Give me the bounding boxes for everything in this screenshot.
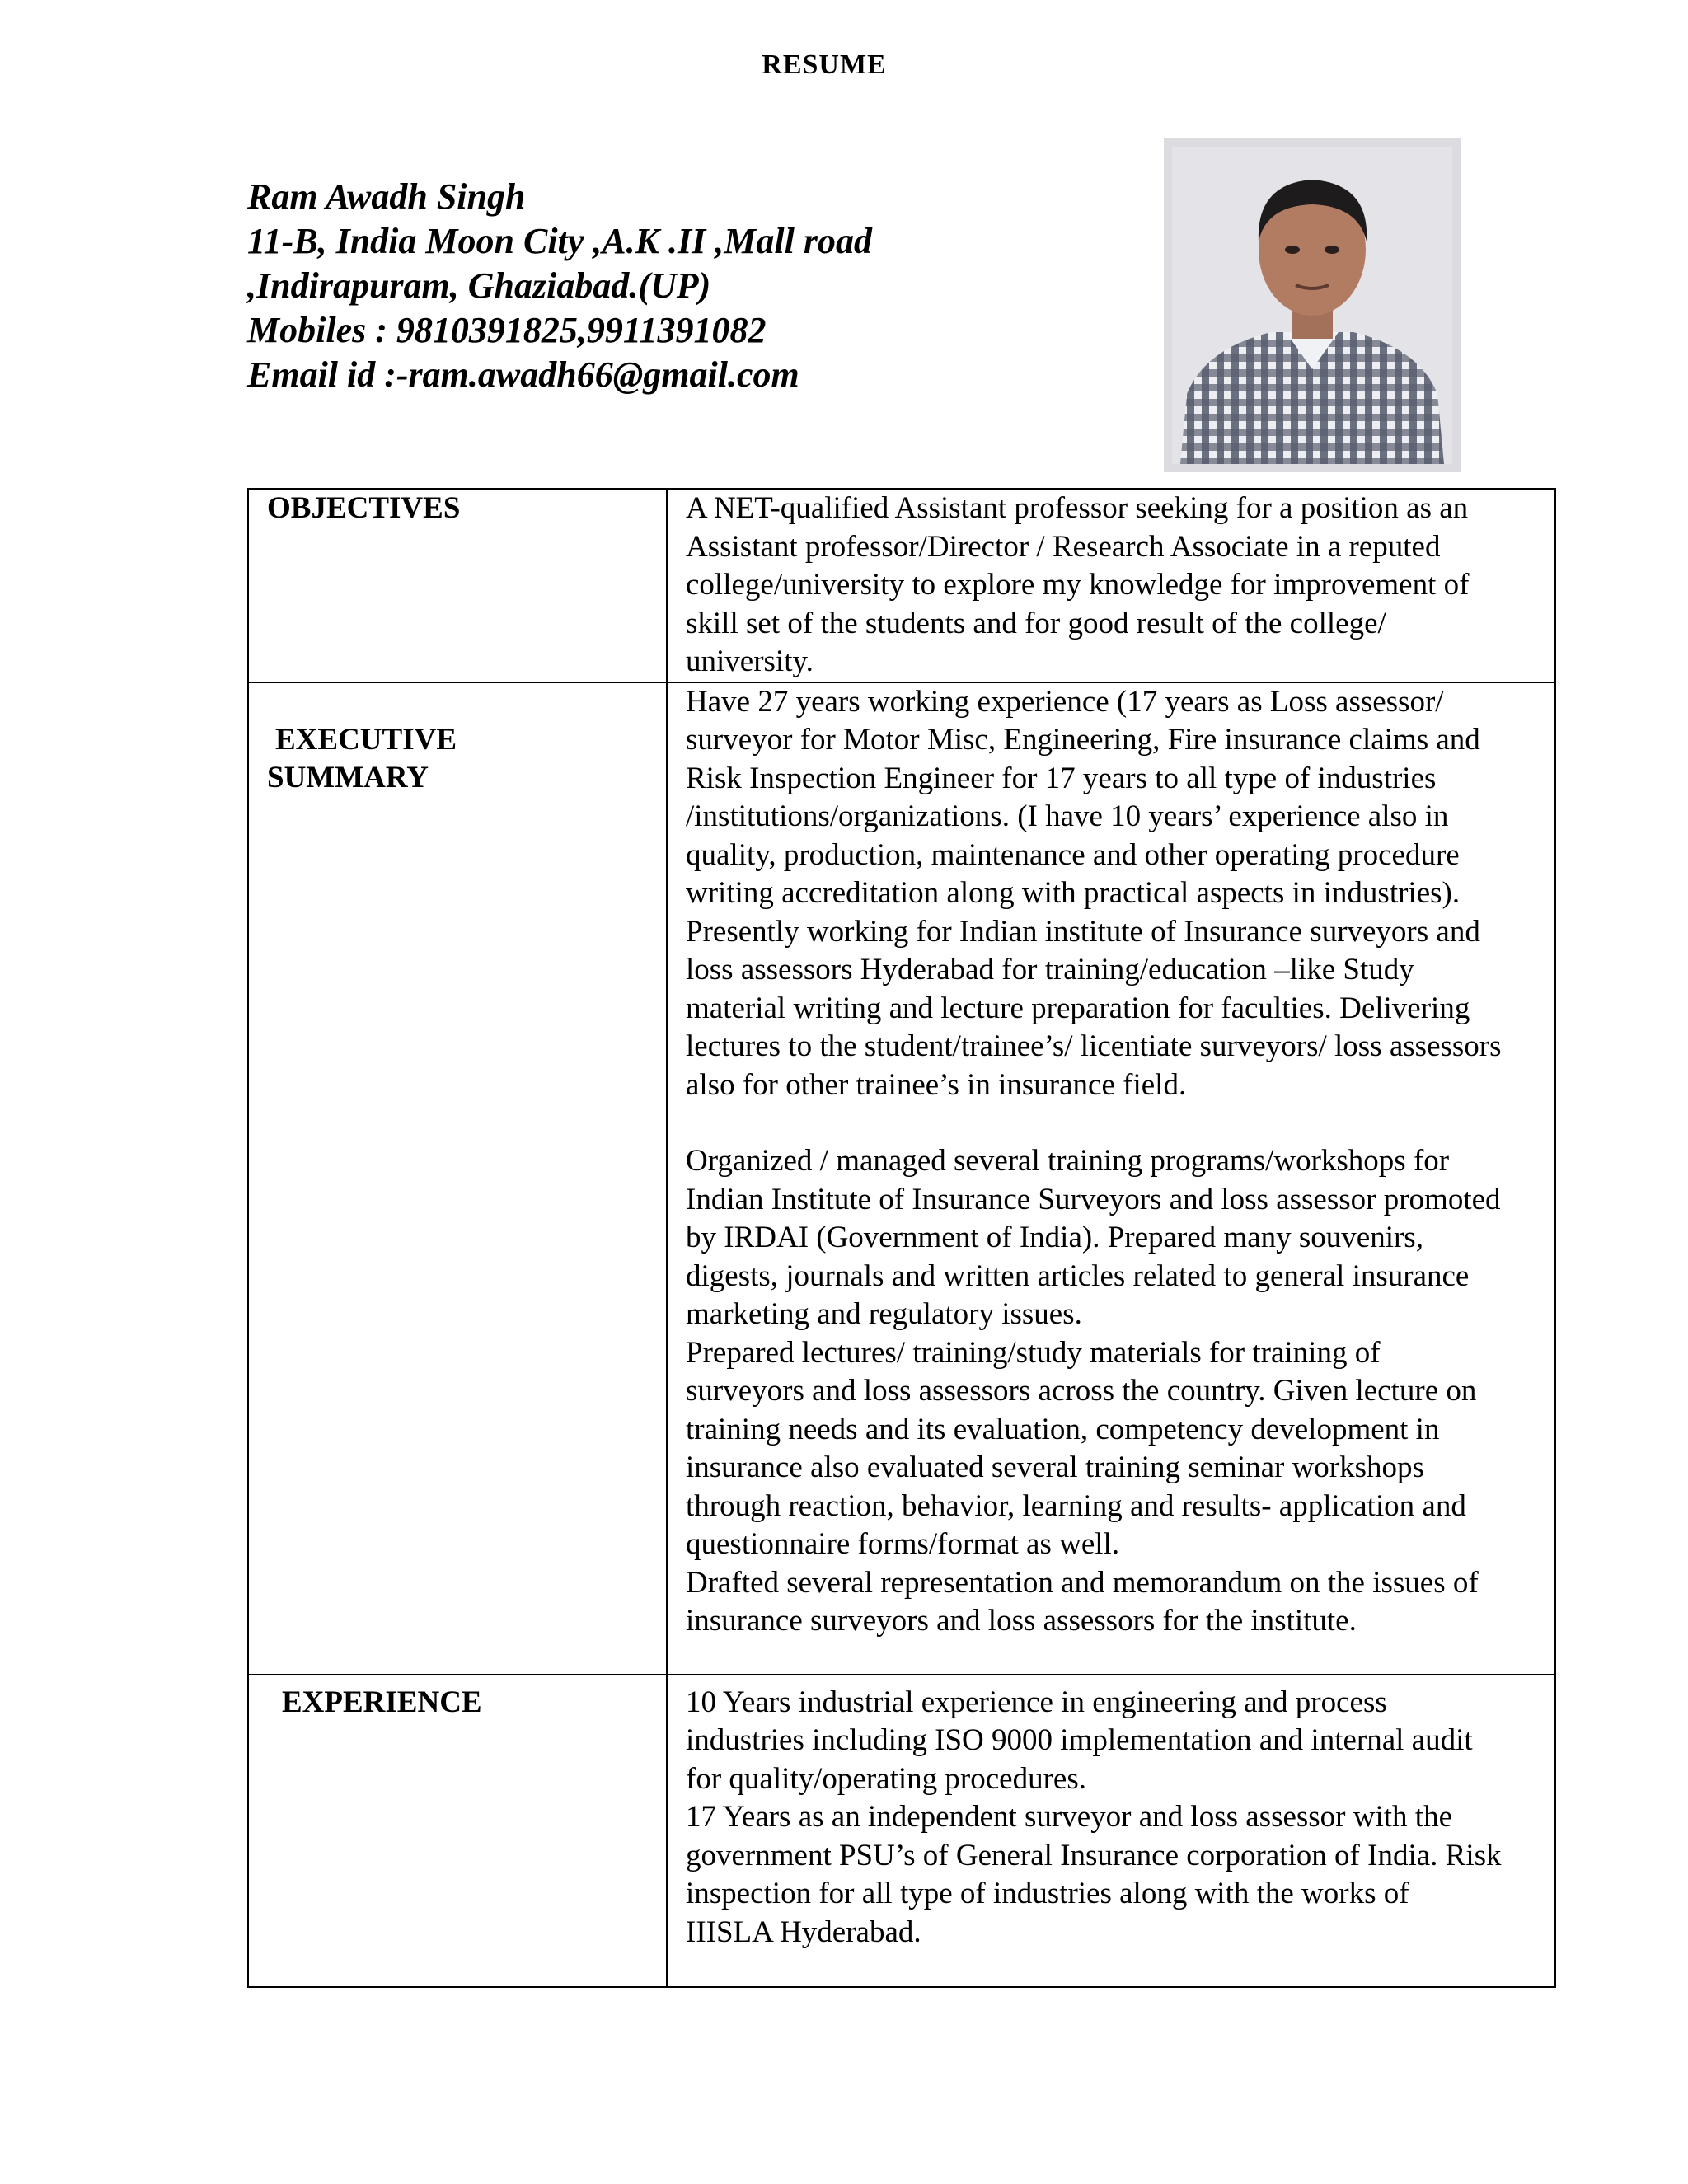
text-line: industries including ISO 9000 implementation and internal audit <box>686 1723 1473 1757</box>
text-line: Organized / managed several training programs/workshops for <box>686 1144 1450 1178</box>
executive-summary-content-cell <box>667 682 1555 1675</box>
text-line: insurance surveyors and loss assessors for the institute. <box>686 1604 1357 1638</box>
text-line: A NET-qualified Assistant professor seeking for a position as an <box>686 491 1469 525</box>
objectives-label-cell <box>248 489 667 682</box>
text-line: Indian Institute of Insurance Surveyors and loss assessor promoted <box>686 1182 1501 1216</box>
text-line: 17 Years as an independent surveyor and loss assessor with the <box>686 1800 1452 1834</box>
text-line: material writing and lecture preparation for faculties. Delivering <box>686 991 1470 1025</box>
paragraph-gap <box>686 1104 1545 1142</box>
text-line: government PSU’s of General Insurance corporation of India. Risk <box>686 1838 1502 1872</box>
text-line: for quality/operating procedures. <box>686 1761 1086 1796</box>
candidate-name: Ram Awadh Singh <box>247 176 526 217</box>
text-line: quality, production, maintenance and other operating procedure <box>686 837 1460 872</box>
text-line: writing accreditation along with practical aspects in industries). <box>686 876 1461 910</box>
text-line: also for other trainee’s in insurance field. <box>686 1067 1187 1102</box>
text-line: Presently working for Indian institute of Insurance surveyors and <box>686 914 1480 949</box>
text-line: surveyors and loss assessors across the country. Given lecture on <box>686 1374 1477 1408</box>
experience-text <box>686 1684 1545 1952</box>
text-line: training needs and its evaluation, competency development in <box>686 1412 1440 1446</box>
text-line: IIISLA Hyderabad. <box>686 1915 921 1949</box>
experience-content-cell <box>667 1675 1555 1988</box>
executive-summary-label-cell <box>248 682 667 1675</box>
text-line: loss assessors Hyderabad for training/education –like Study <box>686 953 1414 987</box>
text-line: Prepared lectures/ training/study materials for training of <box>686 1335 1381 1370</box>
text-line: questionnaire forms/format as well. <box>686 1527 1120 1561</box>
text-line: marketing and regulatory issues. <box>686 1297 1082 1331</box>
mobile-numbers: Mobiles : 9810391825,9911391082 <box>247 310 767 350</box>
address-line-1: 11-B, India Moon City ,A.K .II ,Mall road <box>247 221 872 261</box>
objectives-text <box>686 490 1545 682</box>
text-line: university. <box>686 644 814 678</box>
executive-summary-label-line-2: SUMMARY <box>267 761 429 794</box>
text-line: /institutions/organizations. (I have 10 years’ experience also in <box>686 799 1449 833</box>
experience-label: EXPERIENCE <box>282 1685 482 1719</box>
objectives-row <box>248 489 1555 682</box>
executive-summary-row <box>248 682 1555 1675</box>
experience-label-cell <box>248 1675 667 1988</box>
objectives-content-cell <box>667 489 1555 682</box>
text-line: surveyor for Motor Misc, Engineering, Fire insurance claims and <box>686 723 1480 757</box>
profile-photo-image <box>1172 147 1452 464</box>
email-address: Email id :-ram.awadh66@gmail.com <box>247 354 799 395</box>
executive-summary-paragraph-1 <box>686 683 1545 1105</box>
experience-row <box>248 1675 1555 1988</box>
text-line: digests, journals and written articles related to general insurance <box>686 1258 1470 1293</box>
text-line: Have 27 years working experience (17 years as Loss assessor/ <box>686 684 1444 719</box>
text-line: by IRDAI (Government of India). Prepared many souvenirs, <box>686 1221 1423 1254</box>
text-line: Assistant professor/Director / Research Associate in a reputed <box>686 529 1441 564</box>
text-line: college/university to explore my knowledge for improvement of <box>686 568 1470 602</box>
address-line-2: ,Indirapuram, Ghaziabad.(UP) <box>247 265 711 306</box>
executive-summary-label-line-1: EXECUTIVE <box>275 722 457 757</box>
text-line: inspection for all type of industries along with the works of <box>686 1877 1409 1910</box>
document-title: RESUME <box>762 49 887 80</box>
contact-block <box>247 175 1137 397</box>
text-line: through reaction, behavior, learning and results- application and <box>686 1488 1466 1523</box>
objectives-label: OBJECTIVES <box>267 491 461 525</box>
executive-summary-paragraph-2 <box>686 1142 1545 1641</box>
text-line: Drafted several representation and memorandum on the issues of <box>686 1565 1479 1600</box>
text-line: skill set of the students and for good result of the college/ <box>686 606 1386 640</box>
text-line: Risk Inspection Engineer for 17 years to all type of industries <box>686 761 1437 795</box>
text-line: 10 Years industrial experience in engineering and process <box>686 1685 1387 1719</box>
profile-photo <box>1164 138 1461 472</box>
text-line: insurance also evaluated several training seminar workshops <box>686 1451 1424 1484</box>
resume-table <box>247 488 1556 1988</box>
text-line: lectures to the student/trainee’s/ licentiate surveyors/ loss assessors <box>686 1029 1502 1063</box>
